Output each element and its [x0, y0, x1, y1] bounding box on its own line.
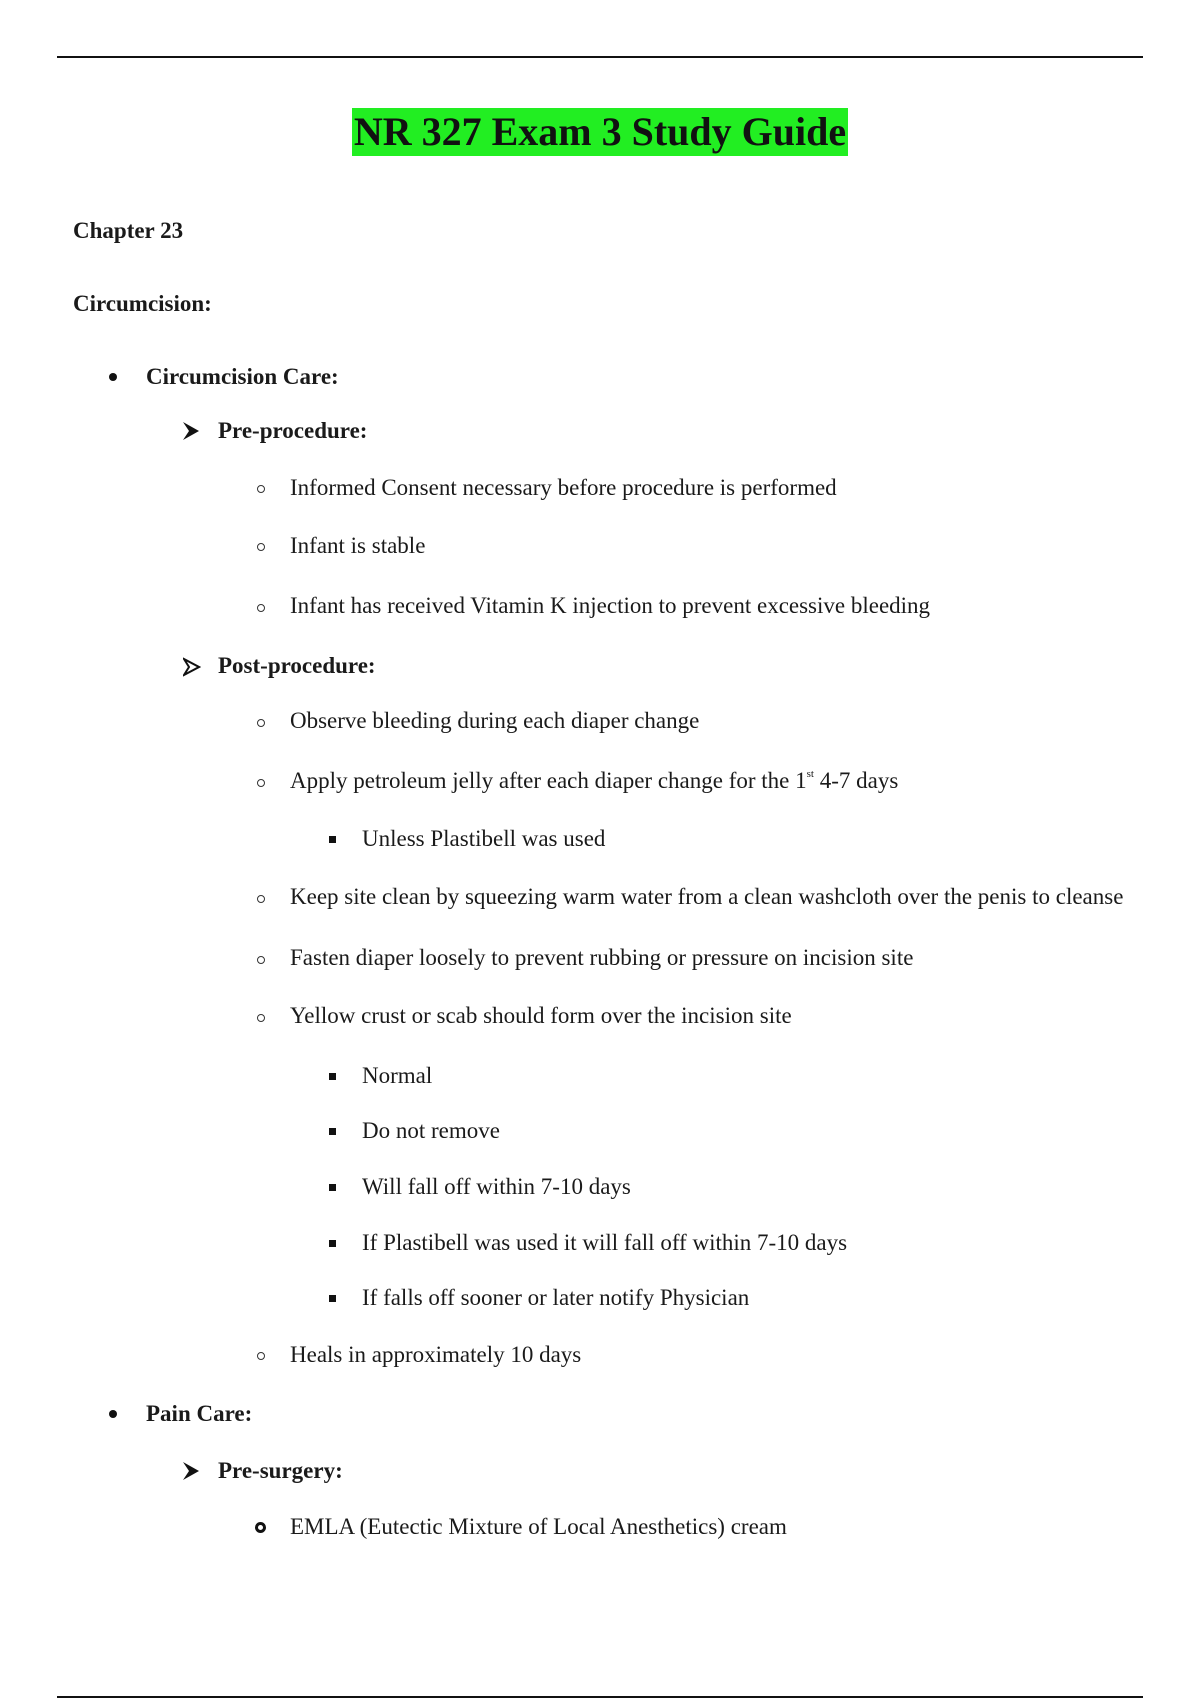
square-bullet-icon	[329, 1184, 336, 1191]
square-bullet-icon	[329, 1295, 336, 1302]
circle-bullet-icon	[257, 956, 265, 964]
pre-procedure-item: Informed Consent necessary before procedure is performed	[290, 475, 837, 500]
yellow-subitem: If Plastibell was used it will fall off within 7-10 days	[362, 1230, 848, 1255]
square-bullet-icon	[329, 836, 336, 843]
pain-care-label: Pain Care:	[146, 1401, 253, 1426]
petroleum-days: 4-7 days	[813, 768, 899, 793]
circle-bullet-icon	[257, 543, 265, 551]
top-rule	[57, 56, 1143, 58]
circle-bullet-icon	[255, 1522, 266, 1533]
post-procedure-item: Yellow crust or scab should form over the incision site	[290, 1003, 792, 1028]
arrow-bullet-icon	[182, 421, 200, 441]
section-heading: Circumcision:	[73, 291, 212, 316]
post-procedure-item: Fasten diaper loosely to prevent rubbing or pressure on incision site	[290, 945, 914, 970]
circle-bullet-icon	[257, 604, 265, 612]
post-procedure-label: Post-procedure:	[218, 653, 376, 678]
pre-surgery-label: Pre-surgery:	[218, 1458, 343, 1483]
post-procedure-subitem: Unless Plastibell was used	[362, 826, 606, 851]
bottom-rule	[57, 1696, 1143, 1698]
pre-procedure-item: Infant has received Vitamin K injection to prevent excessive bleeding	[290, 593, 931, 618]
yellow-subitem: Do not remove	[362, 1118, 500, 1143]
post-procedure-item: Keep site clean by squeezing warm water from a clean washcloth over the penis to cleanse	[290, 884, 1124, 909]
arrow-bullet-icon	[182, 1461, 200, 1481]
square-bullet-icon	[329, 1240, 336, 1247]
circle-bullet-icon	[257, 485, 265, 493]
circle-bullet-icon	[257, 895, 265, 903]
post-procedure-item: Observe bleeding during each diaper change	[290, 708, 700, 733]
yellow-subitem: Normal	[362, 1063, 433, 1088]
title-container	[0, 108, 1200, 156]
post-procedure-item	[290, 767, 898, 795]
square-bullet-icon	[329, 1128, 336, 1135]
circle-bullet-icon	[257, 1352, 265, 1360]
yellow-subitem: Will fall off within 7-10 days	[362, 1174, 631, 1199]
circle-bullet-icon	[257, 719, 265, 727]
chapter-heading: Chapter 23	[73, 218, 184, 243]
disc-bullet-icon	[109, 373, 117, 381]
document-title: NR 327 Exam 3 Study Guide	[353, 109, 847, 154]
pre-procedure-label: Pre-procedure:	[218, 418, 368, 443]
pre-surgery-item: EMLA (Eutectic Mixture of Local Anesthetics) cream	[290, 1514, 787, 1539]
petroleum-text: Apply petroleum jelly after each diaper change for the 1	[290, 768, 807, 793]
post-procedure-item: Heals in approximately 10 days	[290, 1342, 582, 1367]
arrow-bullet-icon	[183, 657, 201, 677]
ordinal-suffix: st	[806, 768, 814, 781]
disc-bullet-icon	[109, 1410, 117, 1418]
yellow-subitem: If falls off sooner or later notify Physician	[362, 1285, 750, 1310]
circle-bullet-icon	[257, 779, 265, 787]
circumcision-care-label: Circumcision Care:	[146, 364, 339, 389]
square-bullet-icon	[329, 1073, 336, 1080]
circle-bullet-icon	[257, 1014, 265, 1022]
pre-procedure-item: Infant is stable	[290, 533, 426, 558]
